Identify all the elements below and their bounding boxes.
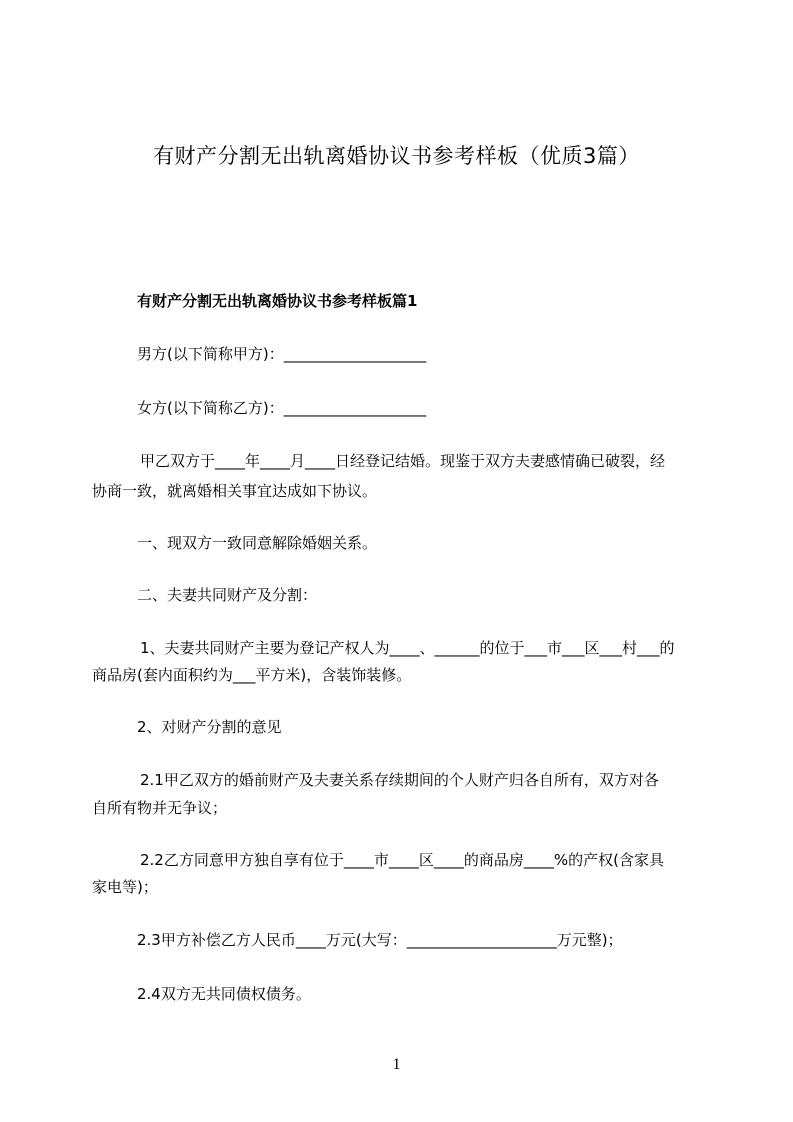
clause-1: 一、现双方一致同意解除婚姻关系。	[137, 534, 378, 552]
item-1-line-1: 1、夫妻共同财产主要为登记产权人为____、______的位于___市___区___村___的	[140, 639, 675, 657]
document-title: 有财产分割无出轨离婚协议书参考样板（优质3篇）	[153, 144, 640, 168]
item-2-1-line-1: 2.1甲乙双方的婚前财产及夫妻关系存续期间的个人财产归各自所有，双方对各	[140, 771, 659, 789]
item-2-3: 2.3甲方补偿乙方人民币____万元(大写：____________________万元整)；	[137, 931, 623, 949]
section-title: 有财产分割无出轨离婚协议书参考样板篇1	[137, 292, 418, 310]
male-party-line: 男方(以下简称甲方)：___________________	[137, 345, 427, 363]
intro-paragraph-line-1: 甲乙双方于____年____月____日经登记结婚。现鉴于双方夫妻感情确已破裂，经	[140, 452, 666, 470]
item-2-4: 2.4双方无共同债权债务。	[137, 985, 311, 1003]
clause-2: 二、夫妻共同财产及分割：	[137, 586, 318, 604]
item-2-2-line-2: 家电等)；	[92, 878, 158, 896]
female-party-line: 女方(以下简称乙方)：___________________	[137, 399, 427, 417]
item-2-1-line-2: 自所有物并无争议；	[92, 799, 228, 817]
item-1-line-2: 商品房(套内面积约为___平方米)，含装饰装修。	[92, 666, 412, 684]
page-number: 1	[392, 1056, 401, 1073]
item-2-2-line-1: 2.2乙方同意甲方独自享有位于____市____区____的商品房____%的产权(含家具	[140, 851, 664, 869]
intro-paragraph-line-2: 协商一致，就离婚相关事宜达成如下协议。	[92, 482, 378, 500]
item-2: 2、对财产分割的意见	[137, 718, 282, 736]
